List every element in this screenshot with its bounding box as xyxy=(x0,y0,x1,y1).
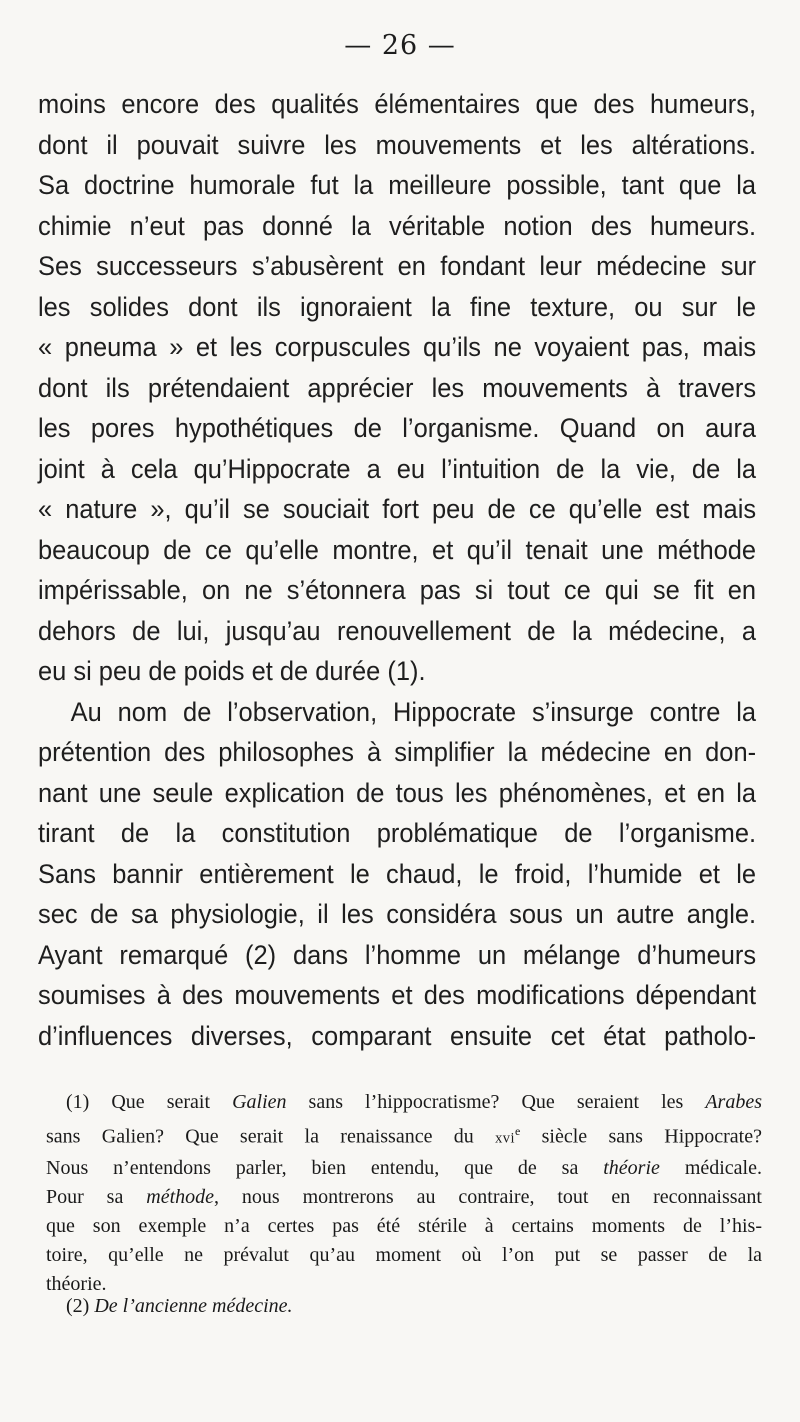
text-line: soumises à des mouvements et des modifications dépendant xyxy=(38,980,757,1010)
text-line: dont il pouvait suivre les mouvements et les altérations. xyxy=(38,129,757,160)
text-line: prétention des philosophes à simplifier la médecine en don- xyxy=(38,737,757,767)
footnote-line: Pour sa méthode, nous montrerons au contraire, tout en reconnaissant xyxy=(46,1185,762,1208)
footnote-1 xyxy=(46,1088,766,1299)
footnote-line: Nous n’entendons parler, bien entendu, que de sa théorie médicale. xyxy=(46,1156,762,1179)
text-line: les solides dont ils ignoraient la fine texture, ou sur le xyxy=(38,291,757,322)
text-line: d’influences diverses, comparant ensuite cet état patholo- xyxy=(38,1020,757,1051)
footnote-line: (1) Que serait Galien sans l’hippocratisme? Que seraient les Arabes xyxy=(66,1091,763,1113)
text-line: Sans bannir entièrement le chaud, le froid, l’humide et le xyxy=(38,858,757,889)
footnote-2-text: De l’ancienne médecine. xyxy=(94,1295,293,1317)
text-line: tirant de la constitution problématique de l’organisme. xyxy=(38,818,757,848)
main-text xyxy=(38,84,757,1056)
text-line: Sa doctrine humorale fut la meilleure possible, tant que la xyxy=(38,170,757,200)
footnote-2 xyxy=(66,1292,293,1321)
text-line: nant une seule explication de tous les phénomènes, et en la xyxy=(38,777,757,808)
text-line: Au nom de l’observation, Hippocrate s’insurge contre la xyxy=(70,696,757,727)
text-line: dont ils prétendaient apprécier les mouvements à travers xyxy=(38,372,757,403)
footnote-2-label: (2) xyxy=(66,1295,95,1317)
text-line: chimie n’eut pas donné la véritable notion des humeurs. xyxy=(38,210,757,241)
text-line: sec de sa physiologie, il les considéra sous un autre angle. xyxy=(38,899,757,929)
text-line: Ses successeurs s’abusèrent en fondant leur médecine sur xyxy=(38,251,757,281)
text-line: beaucoup de ce qu’elle montre, et qu’il tenait une méthode xyxy=(38,534,757,565)
text-line: dehors de lui, jusqu’au renouvellement de la médecine, a xyxy=(38,615,757,646)
footnote-line: sans Galien? Que serait la renaissance du xvi$^e$ siècle sans Hippocrate? xyxy=(46,1124,762,1148)
text-line: les pores hypothétiques de l’organisme. Quand on aura xyxy=(38,413,757,443)
page-number: — 26 — xyxy=(344,30,456,61)
footnote-line: toire, qu’elle ne prévalut qu’au moment où l’on put se passer de la xyxy=(46,1243,762,1266)
footnote-line: que son exemple n’a certes pas été stérile à certains moments de l’his- xyxy=(46,1214,762,1237)
text-line: « pneuma » et les corpuscules qu’ils ne voyaient pas, mais xyxy=(38,332,757,362)
text-line: joint à cela qu’Hippocrate a eu l’intuition de la vie, de la xyxy=(38,453,757,484)
text-line: Ayant remarqué (2) dans l’homme un mélange d’humeurs xyxy=(38,939,757,970)
text-line: « nature », qu’il se souciait fort peu de ce qu’elle est mais xyxy=(38,494,757,524)
text-line: eu si peu de poids et de durée (1). xyxy=(38,656,426,686)
text-line: moins encore des qualités élémentaires que des humeurs, xyxy=(38,89,757,119)
text-line: impérissable, on ne s’étonnera pas si tout ce qui se fit en xyxy=(38,575,757,605)
footnote-line: théorie. xyxy=(46,1272,107,1295)
